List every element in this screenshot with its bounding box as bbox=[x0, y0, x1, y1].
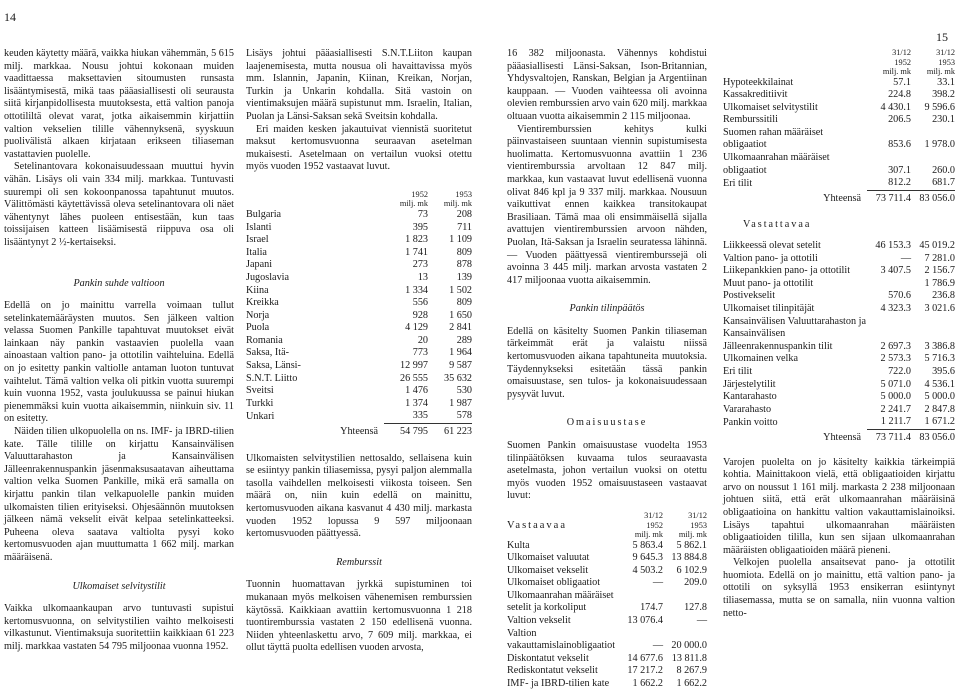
row-value: 5 071.0 bbox=[880, 378, 911, 390]
row-value: 12 997 bbox=[399, 360, 428, 372]
row-value: 1 823 bbox=[405, 234, 428, 246]
row-value: 809 bbox=[456, 297, 472, 309]
paragraph: Tuonnin huomattavan jyrkkä supistuminen toi mukanaan myös melkoisen vähenemisen remburssien käytössä. Kaikkiaan avattiin kertomusvuonna 1 218 tuontiremburssia vastaten 2 150 edellisenä vuonna. Niiden yhteenlaskettu arvo, 7 609 milj. markkaa, ei ollut täyttä puolta edellisen vuoden arvosta, bbox=[246, 579, 472, 654]
table-row bbox=[723, 391, 955, 404]
col-year: 1953 bbox=[455, 189, 472, 199]
table-row bbox=[246, 410, 472, 423]
row-value: 260.0 bbox=[932, 164, 955, 176]
col-year: 1953 bbox=[938, 57, 955, 67]
row-value: 5 000.0 bbox=[924, 391, 955, 403]
row-value: 3 021.6 bbox=[924, 303, 955, 314]
row-value: — bbox=[900, 252, 911, 264]
row-value: 14 677.6 bbox=[627, 652, 663, 664]
row-value: 1 671.2 bbox=[924, 416, 955, 428]
total-label: Yhteensä bbox=[823, 431, 861, 443]
table-row bbox=[507, 653, 707, 666]
total-label: Yhteensä bbox=[340, 426, 378, 438]
row-value: 2 847.8 bbox=[924, 403, 955, 415]
col-year: 1952 bbox=[411, 189, 428, 199]
paragraph: Edellä on käsitelty Suomen Pankin tiliaseman tärkeimmät erät ja valaistu niissä kertomusvuoden aikana tapahtuneita muutoksia. Täydennykseksi esitetään tässä pankin omaisuustase, sen tulos- ja kokonaisuudessaan pysyvät luvut. bbox=[507, 325, 707, 400]
row-label: Suomen rahan määräiset obligaatiot bbox=[723, 126, 824, 151]
row-label: Kantarahasto bbox=[723, 391, 777, 403]
row-value: 13 076.4 bbox=[627, 615, 663, 627]
col-year: 1952 bbox=[894, 57, 911, 67]
paragraph: Ulkomaisten selvitystilien nettosaldo, sellaisena kuin se esiintyy pankin tiliasemissa, pysyi paljon alemmalla tasolla vaihdellen melkoisesti viikosta toiseen. Sen määrä on, niin kuin edellä on mainittu, kertomusvuoden aikana kasvanut 4 430 milj. markasta vuoden 1952 lopussa 9 597 miljoonaan kertomusvuoden päättyessä. bbox=[246, 452, 472, 540]
row-value: 1 662.2 bbox=[676, 678, 707, 690]
table-row bbox=[246, 398, 472, 411]
table-row bbox=[246, 272, 472, 285]
column-1 bbox=[4, 48, 234, 654]
total-value: 83 056.0 bbox=[911, 190, 955, 205]
table-row bbox=[723, 278, 955, 291]
row-value: — bbox=[652, 577, 663, 589]
col-date: 31/12 bbox=[892, 48, 911, 57]
row-value bbox=[867, 278, 911, 291]
paragraph: Näiden tilien ulkopuolella on ns. IMF- ja IBRD-tilien kate. Tälle tilille on kirjattu Kansainvälisen Valuuttarahaston ja Kansainvälisen Jälleenrakennuspankin jäsenmaksusaatavan aiheuttama valtion velka Suomen Pankille, mikä erä samalla on kirjattu pankin tilan velkapuolelle pankin muiden ulkomaisten tilien erityiseksi. Ohjesäännön muutoksen jälkeen nämä vekselit eivät kelpaa setelinkatteeksi. Puheena oleva saatava valtiolta pysyi koko kertomusvuoden ajan muuttumatta 1 662 milj. markan määräisenä. bbox=[4, 426, 234, 563]
table-row bbox=[507, 577, 707, 590]
col-unit: milj. mk bbox=[882, 67, 911, 76]
row-value: 224.8 bbox=[888, 89, 911, 101]
row-value: 878 bbox=[456, 259, 472, 271]
row-value: 174.7 bbox=[640, 602, 663, 614]
table-row bbox=[246, 373, 472, 386]
section-heading: Vastattavaa bbox=[743, 219, 812, 231]
row-value: 1 109 bbox=[449, 234, 472, 246]
paragraph: keuden käytetty määrä, vaikka hiukan vähemmän, 5 615 milj. markkaa. Nousu johtui kokonaan muiden vaadittaessa maksettavien sitoumusten runsasta lisääntymisestä, mikä taas pääasiallisesti oli seurausta siitä kirjanpidollisesta muutoksesta, että valtion panoja ottotililtä olevat varat, jotka aikaisemmin kirjattiin valtion vekselien tilille vähennyksenä, syyskuun puolivälistä alkaen kirjataan erikseen tiliaseman vastattavien puolelle. bbox=[4, 48, 234, 160]
col-date: 31/12 bbox=[688, 511, 707, 520]
column-2 bbox=[246, 48, 472, 655]
row-label: Japani bbox=[246, 259, 273, 271]
row-value: 3 407.5 bbox=[880, 265, 911, 277]
assets-table-continued bbox=[723, 48, 955, 205]
row-value: 208 bbox=[456, 208, 472, 220]
paragraph: Edellä on jo mainittu varrella voimaan tullut setelinkatemääräysten muutos. Sen jälkeen valtion velassa Suomen Pankille tapahtuvat muutokset eivät lainkaan näy pankin vastaavien puolella vaan ainoastaan valtion pano- ja ottotilin vaihteluina. Edellä on jo esitetty pankin valtiolle antaman luoton tuntuvat vaihtelut. Tämä valtion velka oli pitkin vuotta suurempi kuin vuonna 1952, vasta joulukuussa se painui hiukan pienemmäksi kuin vuotta aikaisemmin, niinkuin siv. 11 on esitetty. bbox=[4, 300, 234, 425]
table-row bbox=[507, 540, 707, 553]
row-value: 395.6 bbox=[932, 365, 955, 377]
row-value: 773 bbox=[412, 347, 428, 359]
col-unit: milj. mk bbox=[443, 199, 472, 209]
total-value: 61 223 bbox=[428, 424, 472, 439]
row-label: Jugoslavia bbox=[246, 271, 290, 283]
section-heading: Pankin tilinpäätös bbox=[569, 303, 645, 315]
row-label: Italia bbox=[246, 246, 267, 258]
row-label: Rediskontatut vekselit bbox=[507, 665, 598, 677]
row-label: IMF- ja IBRD-tilien kate bbox=[507, 678, 610, 690]
row-label: S.N.T. Liitto bbox=[246, 372, 298, 384]
row-value: 1 650 bbox=[449, 309, 472, 321]
row-value: 289 bbox=[456, 334, 472, 346]
row-label: Ulkomaanrahan määräiset obligaatiot bbox=[723, 152, 830, 176]
row-value: 681.7 bbox=[932, 177, 955, 189]
section-heading: Pankin suhde valtioon bbox=[73, 277, 165, 289]
row-label: Ulkomaiset obligaatiot bbox=[507, 577, 601, 589]
row-label: Vararahasto bbox=[723, 403, 772, 415]
row-value: 46 153.3 bbox=[875, 240, 911, 252]
row-value: 4 536.1 bbox=[924, 378, 955, 390]
row-value: 17 217.2 bbox=[627, 665, 663, 677]
row-label: Sveitsi bbox=[246, 385, 274, 397]
table-row bbox=[723, 240, 955, 253]
row-value: 2 241.7 bbox=[880, 403, 911, 415]
row-value: 5 000.0 bbox=[880, 391, 911, 403]
total-label: Yhteensä bbox=[823, 192, 861, 204]
col-unit: milj. mk bbox=[634, 530, 663, 539]
row-label: Kansainvälisen Valuuttarahaston ja Kansainvälisen Jälleenrakennuspankin tilit bbox=[723, 315, 866, 352]
row-value: 273 bbox=[412, 259, 428, 271]
row-label: Romania bbox=[246, 334, 283, 346]
table-row bbox=[246, 322, 472, 335]
row-label: Valtion pano- ja ottotili bbox=[723, 252, 818, 264]
row-label: Kassakreditiivit bbox=[723, 89, 788, 101]
row-value: 3 386.8 bbox=[924, 340, 955, 352]
row-label: Postivekselit bbox=[723, 290, 776, 302]
table-row bbox=[246, 347, 472, 360]
paragraph: Vaikka ulkomaankaupan arvo tuntuvasti supistui kertomusvuonna, on selvitystilien vaihto melkoisesti vilkastunut. Vientimaksuja suoritettiin kaikkiaan 61 223 milj. markkaa vastaten 54 795 miljoonaa vuonna 1952. bbox=[4, 603, 234, 652]
row-label: Kulta bbox=[507, 539, 530, 551]
row-label: Valtion vekselit bbox=[507, 615, 571, 627]
table-row bbox=[723, 127, 955, 152]
table-row bbox=[246, 335, 472, 348]
table-row bbox=[723, 416, 955, 429]
row-label: Diskontatut vekselit bbox=[507, 652, 589, 664]
row-value: 1 978.0 bbox=[924, 139, 955, 151]
row-value: 335 bbox=[412, 410, 428, 422]
table-row bbox=[723, 290, 955, 303]
row-label: Ulkomaiset valuutat bbox=[507, 552, 590, 564]
row-value: 4 503.2 bbox=[632, 564, 663, 576]
table-row bbox=[723, 102, 955, 115]
paragraph: Velkojen puolella ansaitsevat pano- ja ottotilit huomiota. Edellä on jo mainittu, että valtion pano- ja ottotili on syksyllä 1953 ensikerran esiintynyt tiliasemassa, mutta se on samalla, niin vuonna valtion netto- bbox=[723, 557, 955, 619]
row-value: 1 374 bbox=[405, 397, 428, 409]
paragraph: Setelinantovara kokonaisuudessaan muuttui hyvin vähän. Lisäys oli vain 334 milj. markkaa. Tuntuvasti suurempi oli sen kokoonpanossa tapahtunut muutos. Välittömästi käytettävissä oleva setelinantovara oli näet vähentynyt lähes puoleen entisestään, kun taas toissijaisen katteen lisäämisestä riippuva osa oli lisääntynyt 2 ½-kertaiseksi. bbox=[4, 161, 234, 248]
table-row bbox=[723, 77, 955, 90]
table-row bbox=[723, 404, 955, 417]
row-value: 578 bbox=[456, 410, 472, 422]
row-label: Pankin voitto bbox=[723, 416, 778, 428]
table-row bbox=[507, 552, 707, 565]
row-label: Valtion vakauttamislainobligaatiot bbox=[507, 627, 616, 652]
row-value: 307.1 bbox=[888, 164, 911, 176]
row-value: 127.8 bbox=[684, 602, 707, 614]
column-4 bbox=[723, 48, 955, 620]
row-value: 1 786.9 bbox=[924, 277, 955, 289]
table-row bbox=[507, 565, 707, 578]
row-label: Ulkomaiset tilinpitäjät bbox=[723, 303, 815, 314]
row-value: 1 476 bbox=[405, 385, 428, 397]
row-value: 13 bbox=[417, 271, 428, 283]
table-row bbox=[507, 590, 707, 615]
page-number-left: 14 bbox=[4, 10, 16, 24]
column-3 bbox=[507, 48, 707, 691]
table-row bbox=[246, 297, 472, 310]
row-value: 20 000.0 bbox=[671, 640, 707, 652]
row-value: 236.8 bbox=[932, 290, 955, 302]
table-title: Vastaavaa bbox=[507, 519, 567, 531]
row-label: Ulkomaanrahan määräiset setelit ja korkoliput bbox=[507, 589, 614, 614]
row-value: 73 bbox=[417, 208, 428, 220]
row-value: 35 632 bbox=[443, 372, 472, 384]
table-row bbox=[507, 615, 707, 628]
paragraph: Varojen puolelta on jo käsitelty kaikkia tärkeimpiä kohtia. Mainittakoon vielä, että obligaatioiden kirjattu arvo on noussut 1 161 milj. markasta 2 238 miljoonaan johtuen siitä, että erät ulkomaanrahan määräisinä obligaatioina on hankittu valtion vakauttamislainoiksi. Lisäys tapahtui ulkomaanrahan määräisten obligaatioiden tililla, kun sen sijaan ulkomaanrahan määräisten obligaatioiden määrä pieneni. bbox=[723, 456, 955, 556]
row-value: 556 bbox=[412, 297, 428, 309]
row-value: 2 697.3 bbox=[880, 340, 911, 352]
table-row bbox=[723, 89, 955, 102]
table-row bbox=[246, 234, 472, 247]
row-value: 26 555 bbox=[399, 372, 428, 384]
row-label: Kreikka bbox=[246, 297, 279, 309]
table-row bbox=[246, 285, 472, 298]
row-value: 809 bbox=[456, 246, 472, 258]
table-row bbox=[246, 209, 472, 222]
row-label: Eri tilit bbox=[723, 177, 753, 189]
row-value: 20 bbox=[417, 334, 428, 346]
row-label: Hypoteekkilainat bbox=[723, 76, 794, 88]
total-value: 54 795 bbox=[384, 424, 428, 439]
row-label: Ulkomaiset vekselit bbox=[507, 564, 589, 576]
row-label: Israel bbox=[246, 234, 269, 246]
total-value: 73 711.4 bbox=[867, 190, 911, 205]
table-row bbox=[723, 316, 955, 354]
col-date: 31/12 bbox=[644, 511, 663, 520]
table-row bbox=[246, 247, 472, 260]
total-value: 83 056.0 bbox=[911, 429, 955, 444]
row-value: 4 430.1 bbox=[880, 101, 911, 113]
row-label: Puola bbox=[246, 322, 270, 334]
table-row bbox=[246, 259, 472, 272]
row-label: Bulgaria bbox=[246, 208, 282, 220]
row-label: Liikepankkien pano- ja ottotilit bbox=[723, 265, 851, 277]
total-value: 73 711.4 bbox=[867, 429, 911, 444]
page-number-right: 15 bbox=[936, 30, 948, 44]
row-value: 13 811.8 bbox=[671, 652, 707, 664]
table-row bbox=[723, 253, 955, 266]
row-label: Ulkomainen velka bbox=[723, 353, 798, 365]
table-row bbox=[507, 678, 707, 691]
paragraph: Vientiremburssien kehitys kulki päinvastaiseen suuntaan viennin supistumisesta huolimatta. Kertomusvuonna avattiin 1 236 vientiremburssia arvoltaan 12 847 milj. markkaa, kun vastaavat luvut edellisenä vuonna olivat 846 kpl ja 9 337 milj. markkaa. Nousuun vaikuttivat ennen kaikkea transitokaupat Brasiliaan. Tämä maa oli ensimmäisellä sijalla avattujen vientiremburssien arvoon nähden, Puolan, Itä-Saksan ja Israelin seuratessa lähinnä. — Vuoden päättyessä vientiremburssejä oli avoinna 3 445 milj. markan arvosta vastaten 2 417 miljoonaa vuotta aikaisemmin. bbox=[507, 123, 707, 286]
paragraph: Lisäys johtui pääasiallisesti S.N.T.Liiton kaupan laajenemisesta, mutta nousua oli havaittavissa myös mm. Islannin, Japanin, Kiinan, Kreikan, Norjan, Turkin ja Unkarin kohdalla. Sitä vastoin on vientimaksujen määrä supistunut mm. Israelin, Italian, Puolan ja Länsi-Saksan sekä Sveitsin kohdalla. bbox=[246, 48, 472, 122]
row-value: 230.1 bbox=[932, 114, 955, 126]
row-value: — bbox=[696, 615, 707, 627]
row-value: 209.0 bbox=[684, 577, 707, 589]
row-label: Saksa, Länsi- bbox=[246, 360, 301, 372]
row-value: 7 281.0 bbox=[924, 252, 955, 264]
row-label: Eri tilit bbox=[723, 365, 753, 377]
section-heading: Ulkomaiset selvitystilit bbox=[72, 580, 166, 592]
table-row bbox=[723, 366, 955, 379]
col-unit: milj. mk bbox=[399, 199, 428, 209]
row-value: 139 bbox=[456, 271, 472, 283]
row-value: 1 741 bbox=[405, 246, 428, 258]
row-value: 4 129 bbox=[405, 322, 428, 334]
row-value: 13 884.8 bbox=[671, 552, 707, 564]
row-value: 6 102.9 bbox=[676, 564, 707, 576]
row-label: Turkki bbox=[246, 397, 274, 409]
col-year: 1953 bbox=[690, 520, 707, 530]
table-row bbox=[246, 222, 472, 235]
row-value: 2 156.7 bbox=[924, 265, 955, 277]
row-value: 812.2 bbox=[888, 177, 911, 189]
row-value: 1 964 bbox=[449, 347, 472, 359]
row-value: 853.6 bbox=[888, 139, 911, 151]
row-value: 5 862.1 bbox=[676, 539, 707, 551]
row-value: 722.0 bbox=[888, 365, 911, 377]
paragraph: Suomen Pankin omaisuustase vuodelta 1953 tilinpäätöksen kuvaama tulos seuraavasta asetelmasta, johon vertailun vuoksi on otettu myös vuoden 1952 omaisuustaseen vastaavat luvut: bbox=[507, 440, 707, 502]
section-heading: Omaisuustase bbox=[566, 417, 648, 429]
col-date: 31/12 bbox=[936, 48, 955, 57]
row-value: 5 716.3 bbox=[924, 353, 955, 365]
row-value: 2 841 bbox=[449, 322, 472, 334]
table-row bbox=[246, 385, 472, 398]
table-row bbox=[246, 360, 472, 373]
table-row bbox=[723, 353, 955, 366]
row-value: 2 573.3 bbox=[880, 353, 911, 365]
row-label: Liikkeessä olevat setelit bbox=[723, 240, 821, 252]
row-value: — bbox=[652, 640, 663, 652]
paragraph: 16 382 miljoonasta. Vähennys kohdistui pääasiallisesti Länsi-Saksan, Ison-Britannian, Yhdysvaltojen, Ranskan, Belgian ja Argentiinan kauppaan. — Vuoden vaihteessa oli avoinna olevien remburssien arvo vain 620 milj. markkaa oltuaan vuotta aikaisemmin 2 115 miljoonaa. bbox=[507, 48, 708, 122]
row-value: 4 323.3 bbox=[880, 303, 911, 314]
row-value: 1 502 bbox=[449, 284, 472, 296]
row-label: Islanti bbox=[246, 221, 272, 233]
row-label: Ulkomaiset selvitystilit bbox=[723, 101, 818, 113]
row-value: 1 334 bbox=[405, 284, 428, 296]
row-label: Norja bbox=[246, 309, 270, 321]
row-value: 9 596.6 bbox=[924, 101, 955, 113]
table-row bbox=[507, 665, 707, 678]
table-row bbox=[723, 152, 955, 177]
section-heading: Remburssit bbox=[336, 556, 382, 568]
col-year: 1952 bbox=[646, 520, 663, 530]
row-value: 1 987 bbox=[449, 397, 472, 409]
table-row bbox=[246, 310, 472, 323]
row-value: 9 645.3 bbox=[632, 552, 663, 564]
row-value: 206.5 bbox=[888, 114, 911, 126]
row-label: Remburssitili bbox=[723, 114, 778, 126]
table-row bbox=[723, 265, 955, 278]
row-value: 711 bbox=[457, 221, 472, 233]
liabilities-table bbox=[723, 240, 955, 445]
row-label: Muut pano- ja ottotilit bbox=[723, 277, 814, 289]
paragraph: Eri maiden kesken jakautuivat viennistä suoritetut maksut kertomusvuonna seuraavan asetelman mukaisesti. Asetelmaan on vertailun vuoksi otettu myös vuoden 1952 vastaavat luvut. bbox=[246, 123, 472, 173]
row-label: Järjestelytilit bbox=[723, 378, 776, 390]
col-unit: milj. mk bbox=[678, 530, 707, 539]
row-value: 1 211.7 bbox=[880, 416, 911, 428]
assets-table bbox=[507, 511, 707, 691]
table-row bbox=[723, 114, 955, 127]
row-value: 570.6 bbox=[888, 290, 911, 302]
row-value: 1 662.2 bbox=[632, 678, 663, 690]
table-row bbox=[507, 628, 707, 653]
table-row bbox=[723, 379, 955, 392]
row-label: Unkari bbox=[246, 410, 275, 422]
row-value: 8 267.9 bbox=[676, 665, 707, 677]
row-label: Kiina bbox=[246, 284, 269, 296]
row-value: 395 bbox=[412, 221, 428, 233]
row-value: 57.1 bbox=[893, 76, 911, 88]
row-value: 5 863.4 bbox=[632, 539, 663, 551]
table-row bbox=[723, 177, 955, 190]
row-label: Saksa, Itä- bbox=[246, 347, 289, 359]
row-value: 928 bbox=[412, 309, 428, 321]
table-row bbox=[723, 303, 955, 316]
row-value: 530 bbox=[456, 385, 472, 397]
export-payments-table bbox=[246, 190, 472, 439]
row-value: 33.1 bbox=[937, 76, 955, 88]
col-unit: milj. mk bbox=[926, 67, 955, 76]
row-value: 9 587 bbox=[449, 360, 472, 372]
row-value: 45 019.2 bbox=[919, 240, 955, 252]
row-value: 398.2 bbox=[932, 89, 955, 101]
